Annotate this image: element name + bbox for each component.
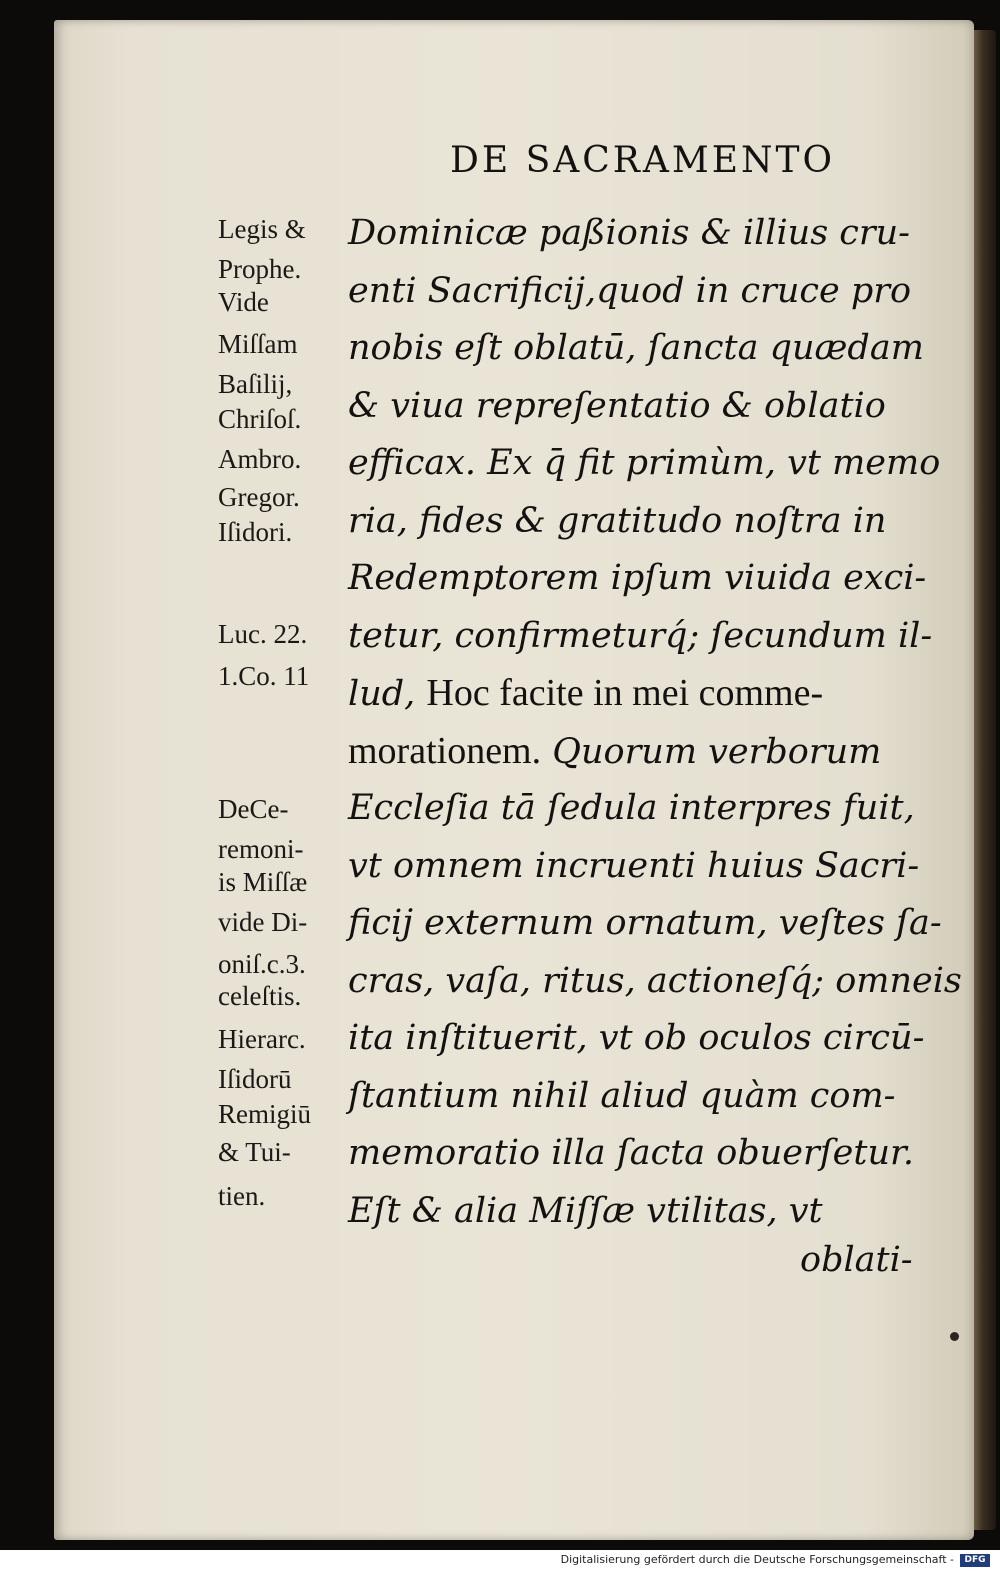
margin-note: Miſſam bbox=[218, 329, 298, 359]
text-roman-fragment: morationem. bbox=[348, 729, 542, 772]
text-line: Eccleſia tā ſedula interpres fuit, bbox=[348, 788, 915, 828]
margin-note: remoni- bbox=[218, 834, 304, 864]
margin-note: tien. bbox=[218, 1181, 266, 1211]
margin-note: & Tui- bbox=[218, 1137, 291, 1167]
margin-note: Hierarc. bbox=[218, 1024, 306, 1054]
ink-spot bbox=[950, 1332, 959, 1341]
page-edge bbox=[974, 30, 996, 1530]
margin-note: vide Di- bbox=[218, 907, 308, 937]
text-line: ficij externum ornatum, veſtes ſa- bbox=[348, 903, 942, 943]
text-line: ita inſtituerit, vt ob oculos circū- bbox=[348, 1018, 925, 1058]
margin-note: Iſidorū bbox=[218, 1064, 292, 1094]
text-line: Eſt & alia Miſſæ vtilitas, vt bbox=[348, 1190, 823, 1231]
text-line: enti Sacrificij,quod in cruce pro bbox=[348, 270, 912, 311]
margin-note: 1.Co. 11 bbox=[218, 661, 310, 691]
margin-note: Ambro. bbox=[218, 444, 302, 474]
text-line: memoratio illa ſacta obuerſetur. bbox=[348, 1133, 915, 1173]
running-head: DE SACRAMENTO bbox=[450, 140, 836, 181]
text-line: & viua repreſentatio & oblatio bbox=[348, 385, 886, 426]
text-roman-fragment: Hoc facite in mei comme- bbox=[426, 672, 824, 714]
margin-note: Luc. 22. bbox=[218, 619, 308, 649]
dfg-logo: DFG bbox=[960, 1554, 990, 1567]
text-italic-fragment: lud, bbox=[348, 674, 416, 714]
margin-note: Legis & bbox=[218, 214, 306, 244]
margin-note: Prophe. bbox=[218, 254, 302, 284]
text-line: Redemptorem ipſum viuida exci- bbox=[348, 558, 927, 598]
footer-credit: Digitalisierung gefördert durch die Deutsche Forschungsgemeinschaft - bbox=[560, 1553, 954, 1566]
text-line: nobis eſt oblatū, ſancta quædam bbox=[348, 328, 924, 368]
margin-note: Iſidori. bbox=[218, 517, 293, 547]
margin-note: Baſilij, bbox=[218, 369, 293, 399]
margin-note: is Miſſæ bbox=[218, 867, 308, 897]
text-line-mixed bbox=[348, 723, 948, 781]
margin-note: Chriſoſ. bbox=[218, 404, 302, 434]
margin-note: Gregor. bbox=[218, 482, 300, 512]
text-line: efficax. Ex q̄ fit primùm, vt memo bbox=[348, 443, 941, 483]
margin-note: DeCe- bbox=[218, 794, 289, 824]
catchword: oblati- bbox=[800, 1240, 913, 1280]
margin-note: celeſtis. bbox=[218, 981, 302, 1011]
margin-note: Vide bbox=[218, 287, 269, 317]
margin-note: oniſ.c.3. bbox=[218, 949, 306, 979]
text-line: Dominicæ paßionis & illius cru- bbox=[348, 213, 910, 253]
text-italic-fragment: Quorum verborum bbox=[552, 731, 882, 772]
footer-bar bbox=[0, 1550, 1000, 1572]
text-line: vt omnem incruenti huius Sacri- bbox=[348, 845, 920, 886]
text-line: cras, vaſa, ritus, actioneſq́; omneis bbox=[348, 960, 962, 1001]
main-text bbox=[348, 205, 962, 1240]
text-line: ria, fides & gratitudo noſtra in bbox=[348, 500, 887, 541]
text-line-mixed bbox=[348, 665, 948, 723]
text-line: ſtantium nihil aliud quàm com- bbox=[348, 1075, 896, 1116]
margin-note: Remigiū bbox=[218, 1099, 311, 1129]
text-line: tetur, confirmeturq́; ſecundum il- bbox=[348, 615, 933, 656]
